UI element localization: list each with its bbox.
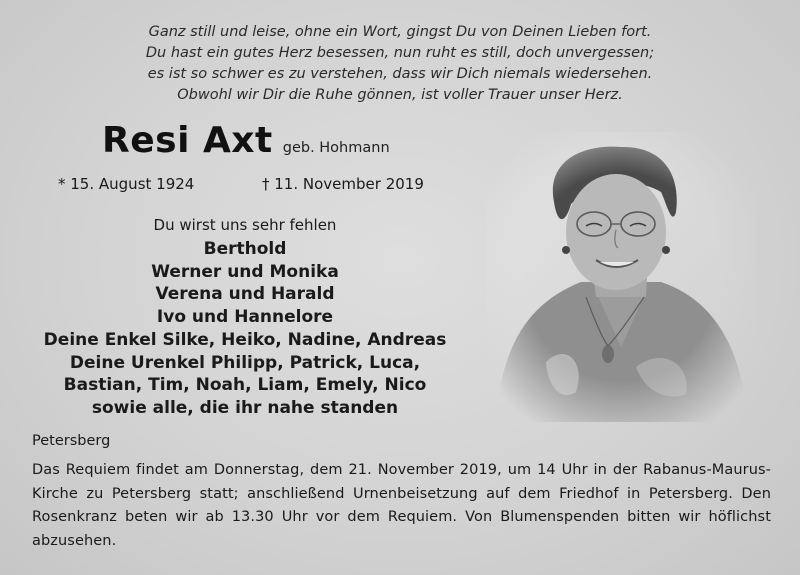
maiden-name: geb. Hohmann (282, 140, 390, 156)
mourner-line: sowie alle, die ihr nahe standen (91, 397, 399, 418)
place-name: Petersberg (32, 433, 111, 449)
deceased-name: Resi Axt (102, 120, 273, 161)
mourners-list (20, 238, 470, 420)
mourner-line: Ivo und Hannelore (156, 307, 334, 328)
mourner-line: Deine Urenkel Philipp, Patrick, Luca, (69, 352, 421, 373)
mourner-line: Verena und Harald (155, 284, 335, 305)
mourners-block (20, 214, 470, 420)
poem-line-3: es ist so schwer es zu verstehen, dass wir Dich niemals wiedersehen. (147, 66, 653, 82)
portrait-photo (486, 132, 756, 422)
mourner-line: Berthold (203, 239, 287, 259)
service-notice: Das Requiem findet am Donnerstag, dem 21. November 2019, um 14 Uhr in der Rabanus-Maurus-Kirche zu Petersberg statt; anschließend Urnenbeisetzung auf dem Friedhof in Petersberg. Den Rosenkranz beten wir ab 13.30 Uhr vor dem Requiem. Von Blumenspenden bitten wir höflichst abzusehen. (32, 462, 771, 549)
death-date: † 11. November 2019 (262, 175, 424, 193)
birth-date: * 15. August 1924 (58, 175, 195, 193)
poem-line-2: Du hast ein gutes Herz besessen, nun ruht es still, doch unvergessen; (145, 45, 655, 61)
deceased-name-row (102, 120, 390, 161)
mourner-line: Bastian, Tim, Noah, Liam, Emely, Nico (63, 375, 427, 396)
mourner-line: Werner und Monika (151, 261, 339, 282)
memorial-poem (90, 22, 710, 106)
poem-line-1: Ganz still und leise, ohne ein Wort, gingst Du von Deinen Lieben fort. (148, 24, 652, 40)
poem-line-4: Obwohl wir Dir die Ruhe gönnen, ist voller Trauer unser Herz. (177, 87, 623, 103)
mourners-intro: Du wirst uns sehr fehlen (153, 216, 337, 234)
mourner-line: Deine Enkel Silke, Heiko, Nadine, Andreas (43, 329, 447, 350)
